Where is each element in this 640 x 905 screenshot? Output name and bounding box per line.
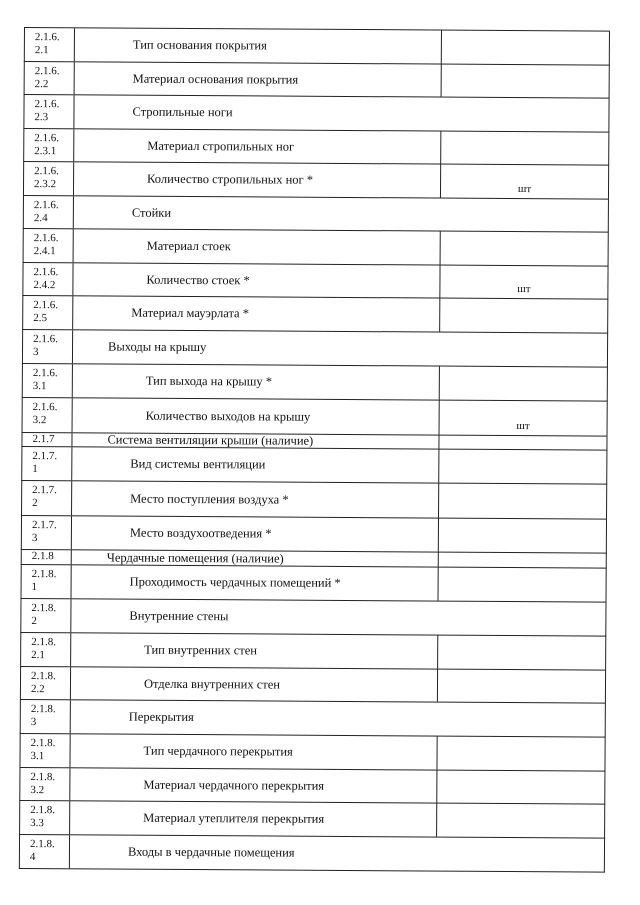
value-field[interactable] <box>438 436 606 450</box>
table-row <box>22 263 608 300</box>
table-row <box>24 62 610 99</box>
unit-label: шт <box>517 283 531 296</box>
value-field[interactable] <box>436 804 604 838</box>
table-row <box>23 95 609 133</box>
table-row <box>20 667 606 704</box>
value-field[interactable] <box>437 670 605 703</box>
row-label: Количество стоек * <box>146 272 250 287</box>
row-number: 2.1.6. 2.4.2 <box>23 263 73 295</box>
table-row <box>21 565 607 603</box>
row-number: 2.1.6. 2.3.2 <box>24 162 74 195</box>
value-field[interactable] <box>436 737 604 771</box>
row-label: Количество стропильных ног * <box>147 171 314 187</box>
value-field[interactable] <box>439 299 607 333</box>
value-field[interactable] <box>441 65 609 98</box>
value-field[interactable] <box>438 450 606 484</box>
row-label: Тип выхода на крышу * <box>145 373 273 389</box>
row-number: 2.1.6. 2.5 <box>23 296 73 329</box>
row-number: 2.1.8. 3 <box>21 700 71 733</box>
value-field[interactable] <box>438 484 606 519</box>
table-row <box>20 599 606 637</box>
table-row <box>23 229 609 267</box>
row-number: 2.1.7. 1 <box>22 447 72 480</box>
row-label: Материал основания покрытия <box>132 71 299 87</box>
table-row <box>22 330 608 368</box>
table-row <box>22 398 608 437</box>
row-label: Чердачные помещения (наличие) <box>106 550 284 566</box>
value-field[interactable] <box>439 401 607 436</box>
row-label: Стойки <box>131 205 172 220</box>
table-row <box>23 196 609 233</box>
table-row <box>23 162 609 200</box>
row-label: Перекрытия <box>128 709 194 725</box>
row-label: Система вентиляции крыши (наличие) <box>107 432 314 448</box>
row-number: 2.1.8. 2 <box>21 599 71 632</box>
row-label: Проходимость чердачных помещений * <box>129 574 341 590</box>
row-label: Место поступления воздуха * <box>130 491 289 507</box>
value-field[interactable] <box>438 553 606 568</box>
table-row <box>22 364 608 402</box>
row-label: Стропильные ноги <box>132 104 233 120</box>
table-row <box>19 768 605 805</box>
form-table <box>19 27 610 873</box>
row-number: 2.1.6. 3.2 <box>23 398 73 432</box>
row-label: Место воздухоотведения * <box>129 525 272 541</box>
row-label: Тип основания покрытия <box>132 37 267 53</box>
row-label: Внутренние стены <box>129 608 229 624</box>
row-number: 2.1.8. 3.1 <box>20 734 70 767</box>
row-label: Материал чердачного перекрытия <box>143 777 325 793</box>
row-number: 2.1.8. 2.1 <box>21 633 71 666</box>
value-field[interactable] <box>439 266 607 299</box>
value-field[interactable] <box>437 636 605 670</box>
table-row <box>20 633 606 671</box>
table-row <box>21 481 607 520</box>
table-row <box>19 734 605 772</box>
table-row <box>22 296 608 334</box>
value-field[interactable] <box>441 31 609 65</box>
row-number: 2.1.7. 2 <box>22 481 72 515</box>
value-field[interactable] <box>440 232 608 266</box>
row-number: 2.1.8. 2.2 <box>21 667 71 699</box>
row-label: Выходы на крышу <box>108 339 207 355</box>
row-label: Входы в чердачные помещения <box>127 844 295 860</box>
row-label: Тип чердачного перекрытия <box>143 743 293 759</box>
row-label: Количество выходов на крышу <box>145 408 311 424</box>
row-number: 2.1.6. 2.1 <box>25 28 75 61</box>
value-field[interactable] <box>439 367 607 401</box>
row-label: Вид системы вентиляции <box>130 456 266 472</box>
table-row <box>23 129 609 166</box>
table-row <box>20 700 606 738</box>
row-number: 2.1.6. 2.4.1 <box>24 229 74 262</box>
table-row <box>21 447 607 485</box>
row-number: 2.1.7. 3 <box>22 516 72 549</box>
table-row <box>19 801 605 839</box>
row-label: Отделка внутренних стен <box>143 676 281 692</box>
row-number: 2.1.7 <box>22 433 72 446</box>
table-row <box>24 28 610 66</box>
value-field[interactable] <box>438 568 606 602</box>
row-number: 2.1.8. 3.3 <box>20 801 70 834</box>
row-number: 2.1.8. 1 <box>22 565 72 598</box>
value-field[interactable] <box>436 771 604 804</box>
table-row <box>19 835 605 873</box>
row-number: 2.1.8. 4 <box>20 835 70 868</box>
value-field[interactable] <box>440 132 608 165</box>
row-label: Материал стропильных ног <box>147 138 295 154</box>
row-number: 2.1.6. 2.2 <box>25 62 75 94</box>
row-number: 2.1.8 <box>22 550 72 564</box>
value-field[interactable] <box>438 519 606 553</box>
row-number: 2.1.8. 3.2 <box>20 768 70 800</box>
row-label: Материал утеплителя перекрытия <box>143 810 325 826</box>
row-number: 2.1.6. 2.4 <box>24 196 74 228</box>
row-label: Материал стоек <box>146 238 231 254</box>
row-label: Тип внутренних стен <box>144 642 258 658</box>
table-row <box>21 516 607 554</box>
value-field[interactable] <box>440 165 608 199</box>
row-label: Материал мауэрлата * <box>131 305 250 321</box>
unit-label: шт <box>517 183 532 196</box>
row-number: 2.1.6. 2.3 <box>24 95 74 128</box>
row-number: 2.1.6. 2.3.1 <box>24 129 74 161</box>
row-number: 2.1.6. 3 <box>23 330 73 363</box>
unit-label: шт <box>516 420 530 433</box>
row-number: 2.1.6. 3.1 <box>23 364 73 397</box>
